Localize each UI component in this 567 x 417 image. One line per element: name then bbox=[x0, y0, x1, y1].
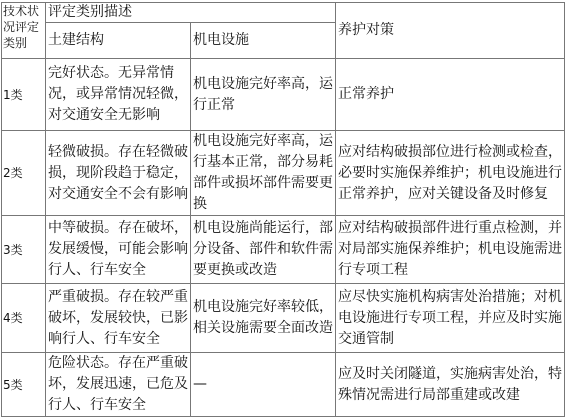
row-civil: 轻微破损。存在轻微破损，现阶段趋于稳定，对交通安全不会有影响 bbox=[46, 131, 191, 216]
tunnel-condition-table bbox=[1, 2, 565, 417]
table-row bbox=[2, 131, 565, 216]
row-measures: 应对结构破损部位进行检测或检查，必要时实施保养维护；机电设施进行正常养护，应对关键设备及时修复 bbox=[336, 131, 565, 216]
row-electromech: 机电设施完好率高，运行基本正常，部分易耗部件或损坏部件需要更换 bbox=[191, 131, 336, 216]
row-measures: 应及时关闭隧道，实施病害处治，特殊情况需进行局部重建或改建 bbox=[336, 353, 565, 417]
header-category: 技术状况评定类别 bbox=[2, 3, 46, 59]
row-civil: 危险状态。存在严重破坏，发展迅速，已危及行人、行车安全 bbox=[46, 353, 191, 417]
row-electromech: 机电设施尚能运行，部分设备、部件和软件需要更换或改造 bbox=[191, 216, 336, 284]
row-category: 3类 bbox=[2, 216, 46, 284]
table-row bbox=[2, 284, 565, 353]
header-measures: 养护对策 bbox=[336, 3, 565, 59]
row-category: 2类 bbox=[2, 131, 46, 216]
row-electromech: 机电设施完好率高，运行正常 bbox=[191, 59, 336, 131]
row-measures: 应对结构破损部件进行重点检测，并对局部实施保养维护；机电设施需进行专项工程 bbox=[336, 216, 565, 284]
header-civil: 土建结构 bbox=[46, 23, 191, 59]
row-electromech: — bbox=[191, 353, 336, 417]
row-civil: 严重破损。存在较严重破坏，发展较快，已影响行人、行车安全 bbox=[46, 284, 191, 353]
header-electromech: 机电设施 bbox=[191, 23, 336, 59]
row-category: 5类 bbox=[2, 353, 46, 417]
row-measures: 应尽快实施机构病害处治措施；对机电设施进行专项工程，并应及时实施交通管制 bbox=[336, 284, 565, 353]
header-description-group: 评定类别描述 bbox=[46, 3, 336, 23]
table-row bbox=[2, 216, 565, 284]
row-category: 1类 bbox=[2, 59, 46, 131]
row-measures: 正常养护 bbox=[336, 59, 565, 131]
table-row bbox=[2, 59, 565, 131]
row-category: 4类 bbox=[2, 284, 46, 353]
row-civil: 中等破损。存在破坏，发展缓慢，可能会影响行人、行车安全 bbox=[46, 216, 191, 284]
row-electromech: 机电设施完好率较低，相关设施需要全面改造 bbox=[191, 284, 336, 353]
row-civil: 完好状态。无异常情况，或异常情况轻微，对交通安全无影响 bbox=[46, 59, 191, 131]
table-row bbox=[2, 353, 565, 417]
